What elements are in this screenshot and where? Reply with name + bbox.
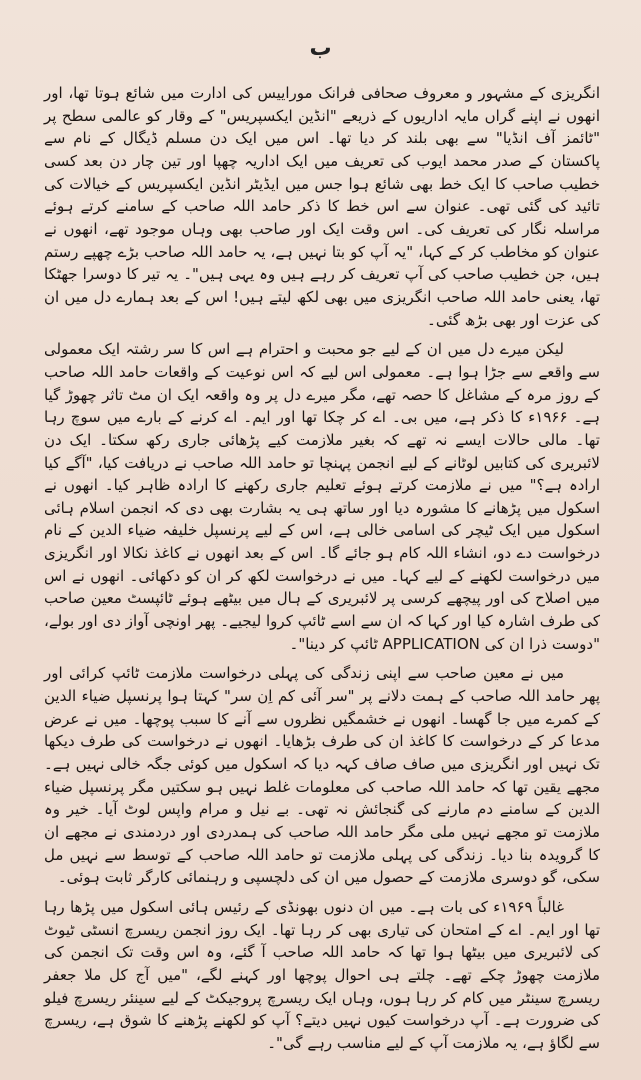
paragraph-1: انگریزی کے مشہور و معروف صحافی فرانک موراییس کی ادارت میں شائع ہوتا تھا، اور انھوں نے اپنے گراں مایہ اداریوں کے ذریعے "انڈین ایکسپریس" کے وقار کو عالمی سطح پر "ٹائمز آف انڈیا" سے بھی بلند کر دیا تھا۔ اس میں ایک دن مسلم ڈیگال کے نام سے پاکستان کے صدر محمد ایوب کی تعریف میں ایک اداریہ چھپا اور تین چار دن بعد کسی خطیب صاحب کا ایک خط بھی شائع ہوا جس میں ایڈیٹر انڈین ایکسپریس کے خیالات کی تائید کی گئی تھی۔ عنوان سے اس خط کا ذکر حامد اللہ صاحب کے سامنے کرتے ہوئے مراسلہ نگار کی تعریف کی۔ اس وقت ایک اور صاحب بھی وہاں موجود تھے، انھوں نے عنوان کو مخاطب کر کے کہا، "یہ آپ کو بتا نہیں ہے، یہ حامد اللہ صاحب بڑے چھپے رستم ہیں، جن خطیب صاحب کی آپ تعریف کر رہے ہیں وہ یہی ہیں"۔ یہ تیر کا دوسرا جھٹکا تھا، یعنی حامد اللہ صاحب انگریزی میں بھی لکھ لیتے ہیں! اس کے بعد ہمارے دل میں ان کی عزت اور بھی بڑھ گئی۔ — [44, 84, 600, 329]
urdu-text-body — [44, 82, 600, 1055]
paragraph-3: میں نے معین صاحب سے اپنی زندگی کی پہلی درخواست ملازمت ٹائپ کرائی اور پھر حامد اللہ صاحب کے ہمت دلانے پر "سر آئی کم اِن سر" کہتا ہوا پرنسپل ضیاء الدین کے کمرے میں جا گھسا۔ انھوں نے خشمگیں نظروں سے آنے کا سبب پوچھا۔ میں نے عرض مدعا کر کے درخواست کا کاغذ ان کی طرف بڑھایا۔ انھوں نے درخواست کی طرف دیکھا تک نہیں اور انگریزی میں صاف صاف کہہ دیا کہ اسکول میں کوئی جگہ خالی نہیں ہے۔ مجھے یقین تھا کہ حامد اللہ صاحب کی معلومات غلط نہیں ہو سکتیں مگر پرنسپل ضیاء الدین کے سامنے دم مارنے کی گنجائش نہ تھی۔ بے نیل و مرام واپس لوٹ آیا۔ خیر وہ ملازمت تو مجھے نہیں ملی مگر حامد اللہ صاحب کی ہمدردی اور دردمندی نے مجھے ان کا گرویدہ بنا دیا۔ زندگی کی پہلی ملازمت تو حامد اللہ صاحب کے توسط سے نہیں مل سکی، گو دوسری ملازمت کے حصول میں ان کی دلچسپی و رہنمائی کارگر ثابت ہوئی۔ — [44, 664, 600, 887]
page-number: ب — [309, 36, 332, 61]
paragraph-2: لیکن میرے دل میں ان کے لیے جو محبت و احترام ہے اس کا سر رشتہ ایک معمولی سے واقعے سے جڑا ہوا ہے۔ معمولی اس لیے کہ اس نوعیت کے واقعات حامد اللہ صاحب کے روز مرہ کے مشاغل کا حصہ تھے، مگر میرے دل پر وہ واقعہ ایک ان مٹ تاثر چھوڑ گیا ہے۔ ۱۹۶۶ء کا ذکر ہے، میں بی۔ اے کر چکا تھا اور ایم۔ اے کرنے کے بارے میں سوچ رہا تھا۔ مالی حالات ایسے نہ تھے کہ بغیر ملازمت کیے پڑھائی جاری رکھ سکتا۔ ایک دن لائبریری کی کتابیں لوٹانے کے لیے انجمن پہنچا تو حامد اللہ صاحب نے دریافت کیا، "آگے کیا ارادہ ہے؟" میں نے ملازمت کرتے ہوئے تعلیم جاری رکھنے کا ارادہ ظاہر کیا۔ انھوں نے اسکول میں پڑھانے کا مشورہ دیا اور ساتھ ہی یہ بشارت بھی دی کہ انجمن اسلام ہائی اسکول میں ایک ٹیچر کی اسامی خالی ہے، اس کے لیے پرنسپل خلیفہ ضیاء الدین کے نام درخواست دے دو، انشاء اللہ کام ہو جائے گا۔ اس کے بعد انھوں نے کاغذ نکالا اور انگریزی میں درخواست لکھنے کے لیے کہا۔ میں نے درخواست لکھ کر ان کو دکھائی۔ انھوں نے اس میں اصلاح کی اور پیچھے کرسی پر لائبریری کے ہال میں بیٹھے ہوئے ٹائپسٹ معین صاحب کی طرف اشارہ کیا اور کہا کہ ان سے اسے ٹائپ کروا لیجیے۔ پھر اونچی آواز دی اور بولے، "دوست ذرا ان کی APPLICATION ٹائپ کر دینا"۔ — [44, 340, 601, 653]
paragraph-4: غالباً ۱۹۶۹ء کی بات ہے۔ میں ان دنوں بھونڈی کے رئیس ہائی اسکول میں پڑھا رہا تھا اور ایم۔ اے کے امتحان کی تیاری بھی کر رہا تھا۔ ایک روز انجمن ریسرچ انسٹی ٹیوٹ کی لائبریری میں بیٹھا ہوا تھا کہ حامد اللہ صاحب آ گئے، وہ اس وقت تک انجمن کی ملازمت چھوڑ چکے تھے۔ چلتے ہی احوال پوچھا اور کہنے لگے، "میں آج کل ملا جعفر ریسرچ سینٹر میں کام کر رہا ہوں، وہاں ایک ریسرچ پروجیکٹ کے لیے سینئر ریسرچ فیلو کی ضرورت ہے۔ آپ درخواست کیوں نہیں دیتے؟ آپ کو لکھنے پڑھنے کا شوق ہے، ریسرچ سے لگاؤ ہے، یہ ملازمت آپ کے لیے مناسب رہے گی"۔ — [44, 897, 600, 1052]
